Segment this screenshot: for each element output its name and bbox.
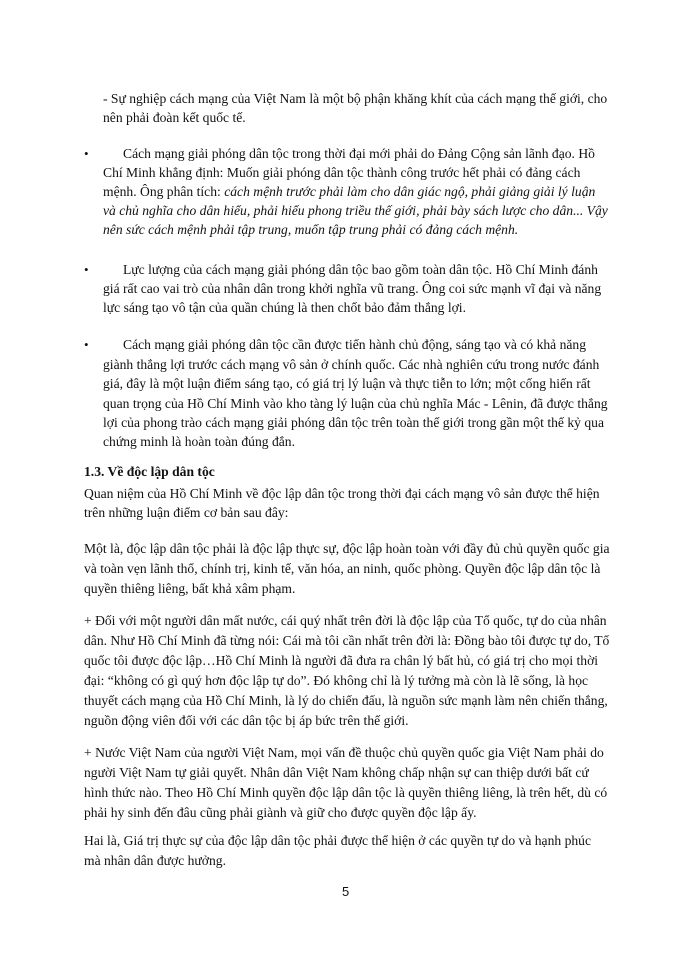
paragraph-line: Chí Minh khẳng định: Muốn giải phóng dân tộc thành công trước hết phải có đảng cách [103, 165, 581, 180]
paragraph-line: nên phải đoàn kết quốc tế. [103, 110, 246, 125]
section-heading: 1.3. Về độc lập dân tộc [84, 464, 215, 479]
bullet-marker: • [84, 262, 89, 277]
text-run: mệnh. Ông phân tích: [103, 184, 225, 199]
paragraph-line: người Việt Nam tự giải quyết. Nhân dân Việt Nam không chấp nhận sự can thiệp dưới bất cứ [84, 765, 589, 780]
paragraph-line: Cách mạng giải phóng dân tộc cần được tiến hành chủ động, sáng tạo và có khả năng [123, 337, 587, 352]
paragraph-line: mà nhân dân được hưởng. [84, 853, 226, 868]
paragraph-line: chứng minh là hoàn toàn đúng đắn. [103, 434, 295, 449]
paragraph-line: Cách mạng giải phóng dân tộc trong thời đại mới phải do Đảng Cộng sản lãnh đạo. Hồ [123, 146, 595, 161]
paragraph-line: phải hy sinh đến đâu cũng phải giành và giữ cho được quyền độc lập ấy. [84, 805, 477, 820]
page-number: 5 [342, 884, 350, 899]
quote-italic: cách mệnh trước phải làm cho dân giác ngộ, phải giảng giải lý luận [224, 184, 596, 199]
quote-italic: nên sức cách mệnh phải tập trung, muốn tập trung phải có đảng cách mệnh. [103, 222, 519, 237]
paragraph-line: hình thức nào. Theo Hồ Chí Minh quyền độc lập dân tộc là quyền thiêng liêng, là trên hết, dù có [84, 785, 608, 800]
paragraph-line: và toàn vẹn lãnh thổ, chính trị, kinh tế, văn hóa, an ninh, quốc phòng. Quyền độc lập dân tộc là [84, 561, 601, 576]
paragraph-line: trên những luận điểm cơ bản sau đây: [84, 505, 289, 520]
paragraph-line: Lực lượng của cách mạng giải phóng dân tộc bao gồm toàn dân tộc. Hồ Chí Minh đánh [123, 262, 598, 277]
paragraph-line: dân. Như Hồ Chí Minh đã từng nói: Cái mà tôi cần nhất trên đời là: Đồng bào tôi được tự do, Tổ [84, 633, 610, 648]
paragraph-line [103, 183, 595, 201]
paragraph-line: + Nước Việt Nam của người Việt Nam, mọi vấn đề thuộc chủ quyền quốc gia Việt Nam phải do [84, 745, 604, 760]
paragraph-line: giành thắng lợi trước cách mạng vô sản ở chính quốc. Các nhà nghiên cứu trong nước đánh [103, 357, 600, 372]
paragraph-line: quan trọng của Hồ Chí Minh vào kho tàng lý luận của chủ nghĩa Mác - Lênin, đã được thắng [103, 396, 608, 411]
quote-italic: và chủ nghĩa cho dân hiểu, phải hiểu phong triều thế giới, phải bày sách lược cho dân... Vậy [103, 203, 608, 218]
paragraph-line: đại: “không có gì quý hơn độc lập tự do”. Đó không chỉ là lý tưởng mà còn là lẽ sống, là học [84, 673, 589, 688]
paragraph-line: - Sự nghiệp cách mạng của Việt Nam là một bộ phận khăng khít của cách mạng thế giới, cho [103, 91, 608, 106]
paragraph-line: Hai là, Giá trị thực sự của độc lập dân tộc phải được thể hiện ở các quyền tự do và hạnh phúc [84, 833, 592, 848]
paragraph-line: nguồn động viên đối với các dân tộc bị áp bức trên thế giới. [84, 713, 409, 728]
bullet-marker: • [84, 146, 89, 161]
bullet-marker: • [84, 337, 89, 352]
paragraph-line: quyền thiêng liêng, bất khả xâm phạm. [84, 581, 296, 596]
paragraph-line: lực sáng tạo vô tận của quần chúng là then chốt bảo đảm thắng lợi. [103, 300, 466, 315]
paragraph-line: + Đối với một người dân mất nước, cái quý nhất trên đời là độc lập của Tổ quốc, tự do của nhân [84, 613, 607, 628]
paragraph-line: giá, đây là một luận điểm sáng tạo, có giá trị lý luận và thực tiễn to lớn; một cống hiến rất [103, 376, 591, 391]
paragraph-line: lợi của phong trào cách mạng giải phóng dân tộc trên toàn thế giới trong gần một thế kỷ qua [103, 415, 604, 430]
paragraph-line: Quan niệm của Hồ Chí Minh về độc lập dân tộc trong thời đại cách mạng vô sản được thể hiện [84, 486, 600, 501]
paragraph-line: thuyết cách mạng của Hồ Chí Minh, là lý do chiến đấu, là nguồn sức mạnh làm nên chiến thắng, [84, 693, 608, 708]
paragraph-line: Một là, độc lập dân tộc phải là độc lập thực sự, độc lập hoàn toàn với đầy đủ chủ quyền quốc gia [84, 541, 610, 556]
paragraph-line: quốc tôi được độc lập…Hồ Chí Minh là người đã đưa ra chân lý bất hủ, có giá trị cho mọi thời [84, 653, 599, 668]
paragraph-line: giá rất cao vai trò của nhân dân trong khởi nghĩa vũ trang. Ông coi sức mạnh vĩ đại và năng [103, 281, 602, 296]
